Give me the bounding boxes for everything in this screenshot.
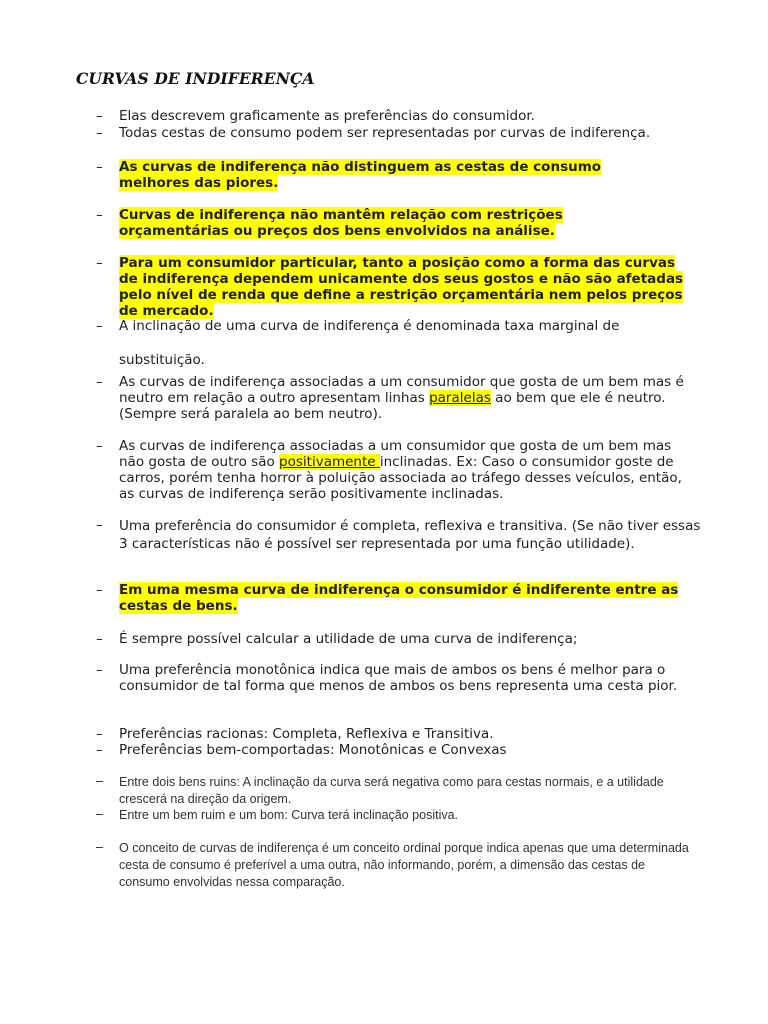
list-item-text: O conceito de curvas de indiferença é um conceito ordinal porque indica apenas que uma determinada cesta de consumo é preferível a uma outra, não informando, porém, a dimensão das cestas de consumo envolvidas nessa comparação. bbox=[119, 841, 689, 889]
list-dash: – bbox=[96, 125, 103, 141]
list-dash: – bbox=[96, 374, 103, 390]
list-item-text: As curvas de indiferença associadas a um consumidor que gosta de um bem mas não gosta de outro são positivamente inclinadas. Ex: Caso o consumidor goste de carros, porém tenha horror à poluição associada ao tráfego desses veículos, então, as curvas de indiferença serão positivamente inclinadas. bbox=[119, 438, 682, 502]
list-dash: – bbox=[96, 318, 103, 334]
list-dash: – bbox=[96, 774, 103, 788]
list-item-text: Uma preferência do consumidor é completa, reflexiva e transitiva. (Se não tiver essas 3 características não é possível ser representada por uma função utilidade). bbox=[119, 518, 701, 552]
list-item-text: Todas cestas de consumo podem ser representadas por curvas de indiferença. bbox=[119, 125, 651, 141]
list-item-text bbox=[119, 255, 684, 319]
list-item-text: As curvas de indiferença associadas a um consumidor que gosta de um bem mas é neutro em relação a outro apresentam linhas paralelas ao bem que ele é neutro. (Sempre será paralela ao bem neutro). bbox=[119, 374, 684, 422]
list-dash: – bbox=[96, 517, 103, 533]
list-dash: – bbox=[96, 662, 103, 678]
list-item-text: Preferências bem-comportadas: Monotônicas e Convexas bbox=[119, 742, 507, 758]
highlighted-text: positivamente bbox=[279, 454, 380, 470]
list-item-line: A inclinação de uma curva de indiferença é denominada taxa marginal de bbox=[119, 318, 620, 334]
list-dash: – bbox=[96, 840, 103, 854]
list-dash: – bbox=[96, 159, 103, 175]
list-item-text: Elas descrevem graficamente as preferências do consumidor. bbox=[119, 108, 535, 124]
list-item-text bbox=[119, 159, 634, 191]
list-item-text: Entre um bem ruim e um bom: Curva terá inclinação positiva. bbox=[119, 808, 459, 822]
list-item-text: Preferências racionas: Completa, Reflexiva e Transitiva. bbox=[119, 726, 494, 742]
highlighted-text: Curvas de indiferença não mantêm relação com restrições orçamentárias ou preços dos bens envolvidos na análise. bbox=[119, 207, 563, 239]
list-dash: – bbox=[96, 108, 103, 124]
list-dash: – bbox=[96, 582, 103, 598]
document-title: CURVAS DE INDIFERENÇA bbox=[76, 69, 315, 88]
list-dash: – bbox=[96, 726, 103, 742]
list-item-text bbox=[119, 207, 599, 239]
list-item-line: substituição. bbox=[119, 352, 205, 368]
list-dash: – bbox=[96, 255, 103, 271]
list-dash: – bbox=[96, 438, 103, 454]
highlighted-text: As curvas de indiferença não distinguem as cestas de consumo melhores das piores. bbox=[119, 159, 602, 191]
list-dash: – bbox=[96, 207, 103, 223]
list-item-text: Entre dois bens ruins: A inclinação da curva será negativa como para cestas normais, e a utilidade crescerá na direção da origem. bbox=[119, 775, 664, 806]
list-item-text: É sempre possível calcular a utilidade de uma curva de indiferença; bbox=[119, 631, 578, 647]
list-dash: – bbox=[96, 742, 103, 758]
highlighted-text: Para um consumidor particular, tanto a posição como a forma das curvas de indiferença dependem unicamente dos seus gostos e não são afetadas pelo nível de renda que define a restrição orçamentária nem pelos preços de mercado. bbox=[119, 255, 684, 319]
list-item-text: Uma preferência monotônica indica que mais de ambos os bens é melhor para o consumidor de tal forma que menos de ambos os bens representa uma cesta pior. bbox=[119, 662, 678, 694]
list-dash: – bbox=[96, 631, 103, 647]
list-item-text bbox=[119, 318, 704, 368]
highlighted-text: Em uma mesma curva de indiferença o consumidor é indiferente entre as cestas de bens. bbox=[119, 582, 679, 614]
list-item-text bbox=[119, 582, 699, 614]
list-dash: – bbox=[96, 807, 103, 821]
highlighted-text: paralelas bbox=[429, 390, 491, 406]
